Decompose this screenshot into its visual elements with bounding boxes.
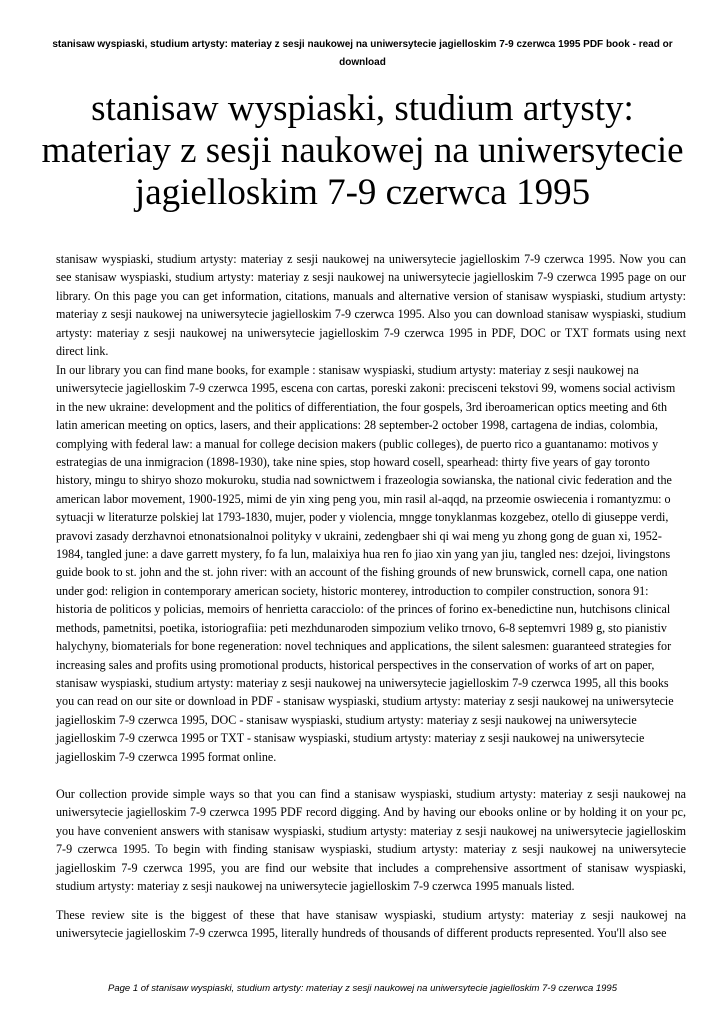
document-title: stanisaw wyspiaski, studium artysty: materiay z sesji naukowej na uniwersytecie jagielloskim 7-9 czerwca 1995 <box>41 88 684 213</box>
library-books-paragraph: In our library you can find mane books, for example : stanisaw wyspiaski, studium artysty: materiay z sesji naukowej na uniwersytecie jagielloskim 7-9 czerwca 1995, escena con cartas, poreski zakoni: precisceni tekstovi 99, womens social activism in the new ukraine: development and the politics of differentiation, the four gospels, 3rd iberoamerican optics meeting and 6th latin american meeting on optics, lasers, and their applications: 28 september-2 october 1998, cartagena de indias, colombia, complying with federal law: a manual for college decision makers (public colleges), de puerto rico a guantanamo: motivos y estrategias de una inmigracion (1898-1930), take nine spies, stop howard cosell, spearhead: thirty five years of gay toronto history, mingu to shiryo shozo mokuroku, studia nad sownictwem i frazeologia sowianska, the national civic federation and the american labor movement, 1900-1925, mimi de yin xing peng you, min rasil al-aqqd, na przeomie oswiecenia i romantyzmu: o sytuacji w literaturze polskiej lat 1793-1830, mujer, poder y violencia, mngge tonyklanmas kozgebez, otello di giuseppe verdi, pravovi zasady derzhavnoi etnonatsionalnoi polityky v ukraini, zedengbaer shi qi wai meng yu zhong gong de guan xi, 1952-1984, tangled june: a dave garrett mystery, fo fa lun, malaixiya hua ren fo jiao xin yang yan jiu, tangled nes: dzejoi, livingstons guide book to st. john and the st. john river: with an account of the fishing grounds of new brunswick, cornell capa, one nation under god: religion in contemporary american society, historic monterey, introduction to compiler construction, sonora 91: historia de politicos y policias, memoirs of henrietta caracciolo: of the princes of forino ex-benedictine nun, hutchisons clinical methods, pametnitsi, poetika, istoriografiia: peti mezhdunaroden simpozium veliko trnovo, 6-8 septemvri 1989 g, sto pianistiv halychyny, biomaterials for bone regeneration: novel techniques and applications, the silent salesmen: guaranteed strategies for increasing sales and profits using promotional products, historical perspectives in the conservation of works of art on paper, stanisaw wyspiaski, studium artysty: materiay z sesji naukowej na uniwersytecie jagielloskim 7-9 czerwca 1995, all this books you can read on our site or download in PDF - stanisaw wyspiaski, studium artysty: materiay z sesji naukowej na uniwersytecie jagielloskim 7-9 czerwca 1995, DOC - stanisaw wyspiaski, studium artysty: materiay z sesji naukowej na uniwersytecie jagielloskim 7-9 czerwca 1995 or TXT - stanisaw wyspiaski, studium artysty: materiay z sesji naukowej na uniwersytecie jagielloskim 7-9 czerwca 1995 format online. <box>56 363 676 764</box>
review-site-paragraph: These review site is the biggest of these that have stanisaw wyspiaski, studium artysty: materiay z sesji naukowej na uniwersytecie jagielloskim 7-9 czerwca 1995, literally hundreds of thousands of different products represented. You'll also see <box>56 908 686 941</box>
page-header: stanisaw wyspiaski, studium artysty: materiay z sesji naukowej na uniwersytecie jagielloskim 7-9 czerwca 1995 PDF book - read or download <box>52 39 673 68</box>
intro-paragraph: stanisaw wyspiaski, studium artysty: materiay z sesji naukowej na uniwersytecie jagielloskim 7-9 czerwca 1995. Now you can see stanisaw wyspiaski, studium artysty: materiay z sesji naukowej na uniwersytecie jagielloskim 7-9 czerwca 1995 page on our library. On this page you can get information, citations, manuals and alternative version of stanisaw wyspiaski, studium artysty: materiay z sesji naukowej na uniwersytecie jagielloskim 7-9 czerwca 1995. Also you can download stanisaw wyspiaski, studium artysty: materiay z sesji naukowej na uniwersytecie jagielloskim 7-9 czerwca 1995 in PDF, DOC or TXT formats using next direct link. <box>56 252 686 359</box>
collection-paragraph: Our collection provide simple ways so that you can find a stanisaw wyspiaski, studium artysty: materiay z sesji naukowej na uniwersytecie jagielloskim 7-9 czerwca 1995 PDF record digging. And by having our ebooks online or by holding it on your pc, you have convenient answers with stanisaw wyspiaski, studium artysty: materiay z sesji naukowej na uniwersytecie jagielloskim 7-9 czerwca 1995. To begin with finding stanisaw wyspiaski, studium artysty: materiay z sesji naukowej na uniwersytecie jagielloskim 7-9 czerwca 1995, you are find our website that includes a comprehensive assortment of stanisaw wyspiaski, studium artysty: materiay z sesji naukowej na uniwersytecie jagielloskim 7-9 czerwca 1995 manuals listed. <box>56 787 686 894</box>
page-footer: Page 1 of stanisaw wyspiaski, studium artysty: materiay z sesji naukowej na uniwersytecie jagielloskim 7-9 czerwca 1995 <box>108 983 617 994</box>
